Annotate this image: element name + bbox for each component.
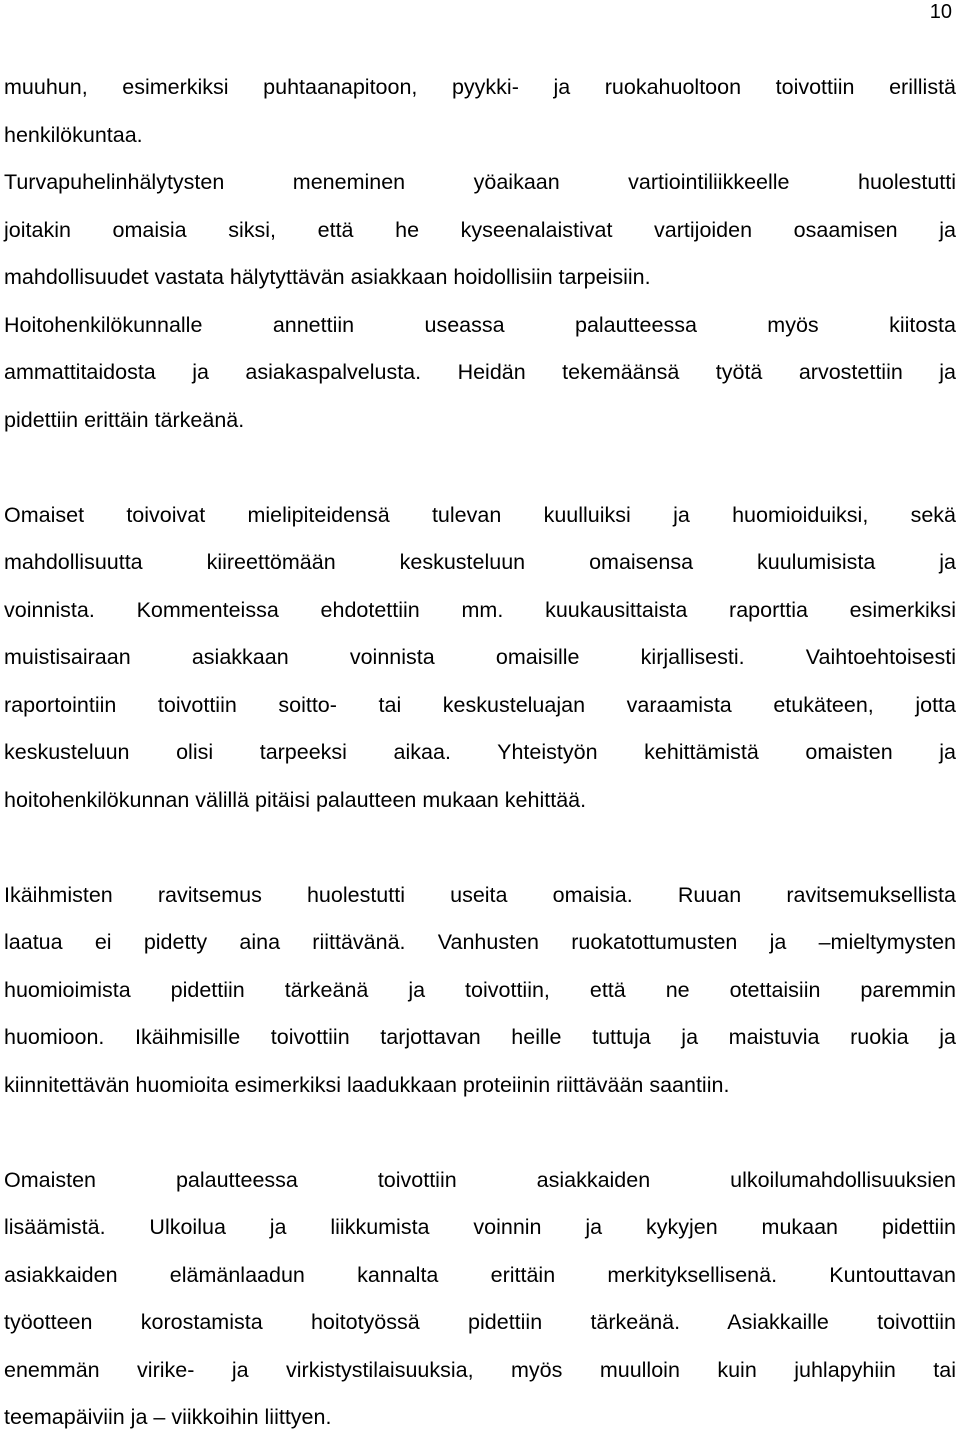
text-line: Omaisten palautteessa toivottiin asiakkaiden ulkoilumahdollisuuksien (4, 1167, 956, 1192)
text-line: asiakkaiden elämänlaadun kannalta erittäin merkityksellisenä. Kuntouttavan (4, 1262, 956, 1287)
paragraph-spacer (4, 1109, 956, 1157)
text-line: hoitohenkilökunnan välillä pitäisi palautteen mukaan kehittää. (4, 787, 587, 812)
text-line: lisäämistä. Ulkoilua ja liikkumista voinnin ja kykyjen mukaan pidettiin (4, 1215, 956, 1239)
text-line: teemapäiviin ja – viikkoihin liittyen. (4, 1405, 332, 1429)
text-line: enemmän virike- ja virkistystilaisuuksia, myös muulloin kuin juhlapyhiin tai (4, 1357, 956, 1382)
paragraph (4, 1157, 956, 1442)
text-line: keskusteluun olisi tarpeeksi aikaa. Yhteistyön kehittämistä omaisten ja (4, 740, 956, 764)
page-number: 10 (929, 1, 952, 23)
text-line: muuhun, esimerkiksi puhtaanapitoon, pyykki- ja ruokahuoltoon toivottiin erillistä (4, 75, 956, 99)
text-line: mahdollisuutta kiireettömään keskusteluun omaisensa kuulumisista ja (4, 550, 956, 574)
document-body (4, 64, 956, 1442)
text-line: työotteen korostamista hoitotyössä pidettiin tärkeänä. Asiakkaille toivottiin (4, 1310, 956, 1334)
paragraph (4, 492, 956, 825)
text-line: voinnista. Kommenteissa ehdotettiin mm. kuukausittaista raporttia esimerkiksi (4, 597, 956, 622)
paragraph-spacer (4, 824, 956, 872)
text-line: huomioon. Ikäihmisille toivottiin tarjottavan heille tuttuja ja maistuvia ruokia ja (4, 1025, 956, 1049)
text-line: laatua ei pidetty aina riittävänä. Vanhusten ruokatottumusten ja –mieltymysten (4, 930, 956, 954)
text-line: ammattitaidosta ja asiakaspalvelusta. Heidän tekemäänsä työtä arvostettiin ja (4, 360, 956, 384)
text-line: kiinnitettävän huomioita esimerkiksi laadukkaan proteiinin riittävään saantiin. (4, 1072, 730, 1097)
text-line: huomioimista pidettiin tärkeänä ja toivottiin, että ne otettaisiin paremmin (4, 977, 956, 1002)
text-line: Ikäihmisten ravitsemus huolestutti useita omaisia. Ruuan ravitsemuksellista (4, 882, 956, 907)
paragraph-spacer (4, 444, 956, 492)
paragraph (4, 872, 956, 1110)
text-line: Hoitohenkilökunnalle annettiin useassa palautteessa myös kiitosta (4, 312, 956, 337)
text-line: pidettiin erittäin tärkeänä. (4, 407, 245, 432)
text-line: Omaiset toivoivat mielipiteidensä tulevan kuulluiksi ja huomioiduiksi, sekä (4, 502, 956, 527)
text-line: Turvapuhelinhälytysten meneminen yöaikaan vartiointiliikkeelle huolestutti (4, 170, 956, 194)
paragraph (4, 64, 956, 444)
text-line: joitakin omaisia siksi, että he kyseenalaistivat vartijoiden osaamisen ja (4, 217, 956, 242)
text-line: raportointiin toivottiin soitto- tai keskusteluajan varaamista etukäteen, jotta (4, 692, 956, 717)
text-line: mahdollisuudet vastata hälytyttävän asiakkaan hoidollisiin tarpeisiin. (4, 265, 651, 289)
text-line: muistisairaan asiakkaan voinnista omaisille kirjallisesti. Vaihtoehtoisesti (4, 645, 956, 669)
text-line: henkilökuntaa. (4, 122, 143, 147)
